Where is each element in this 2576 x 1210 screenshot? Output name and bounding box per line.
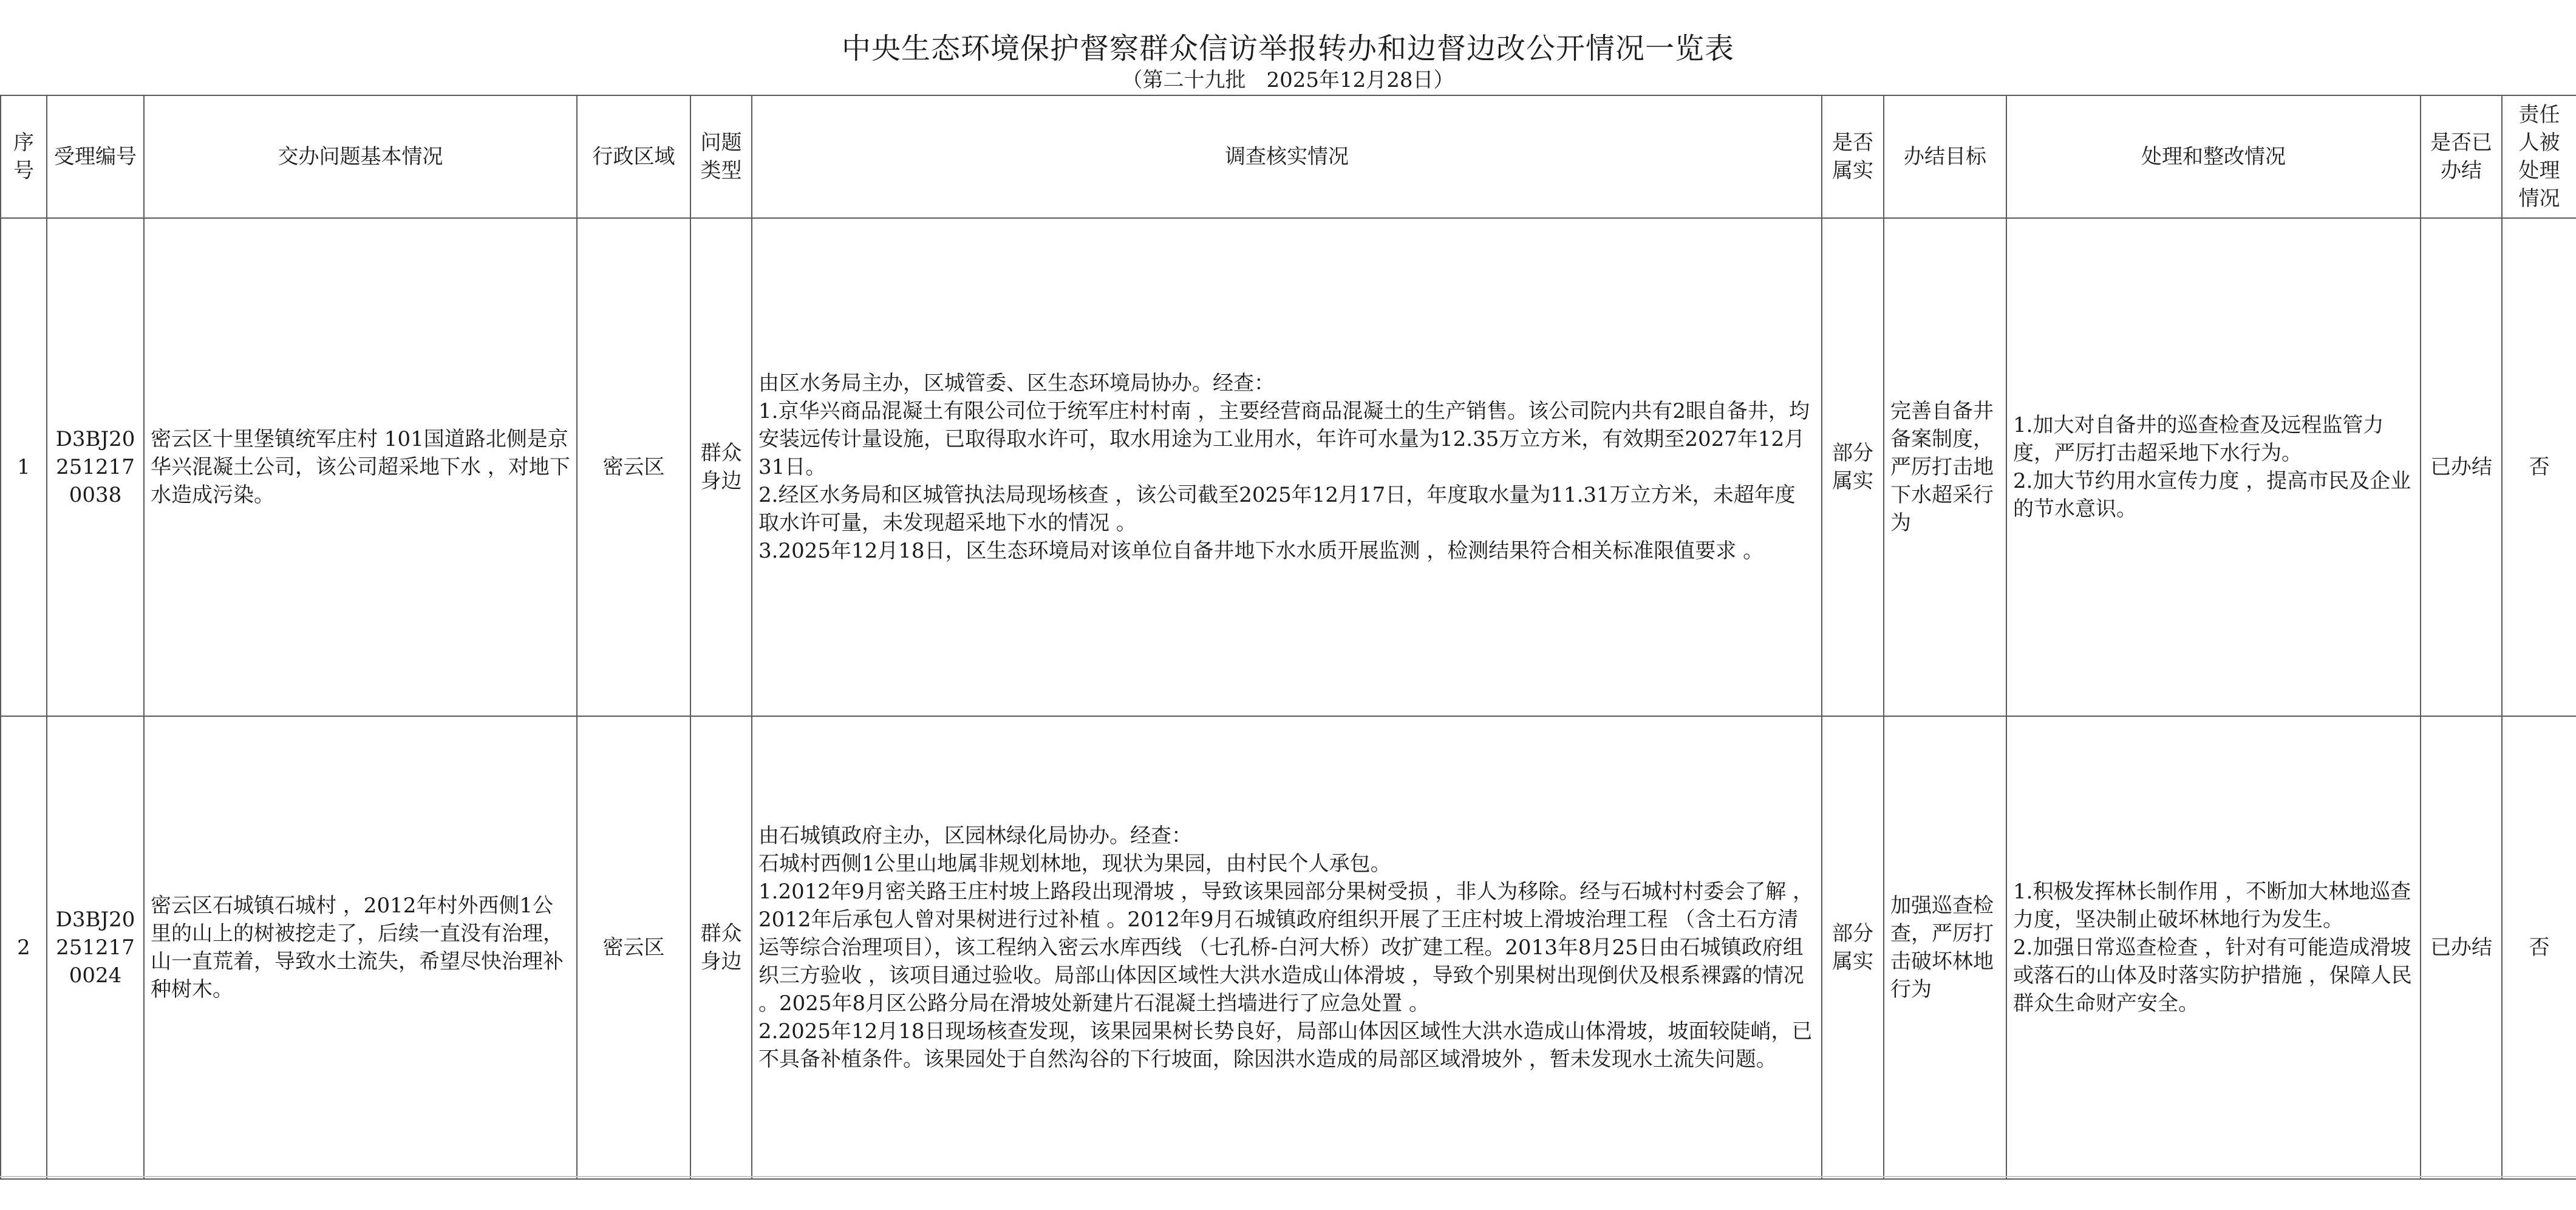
table-row [1,218,2576,716]
cell-investigation [752,716,1822,1179]
investigation-line: 1.京华兴商品混凝土有限公司位于统军庄村村南 ，主要经营商品混凝土的生产销售。该公司院内共有2眼自备井，均安装远传计量设施，已取得取水许可，取水用途为工业用水，年许可水量为12.35万立方米，有效期至2027年12月31日。 [758,399,1810,479]
cell-issue-type: 群众身边 [690,716,752,1179]
cell-investigation [752,218,1822,716]
cell-goal: 加强巡查检查，严厉打击破坏林地行为 [1884,716,2006,1179]
investigation-line: 石城村西侧1公里山地属非规划林地，现状为果园，由村民个人承包。 [758,852,1391,876]
cell-issue: 密云区石城镇石城村 ，2012年村外西侧1公里的山上的树被挖走了，后续一直没有治理，山一直荒着，导致水土流失，希望尽快治理补种树木。 [144,716,577,1179]
handling-line: 2.加强日常巡查检查 ，针对有可能造成滑坡或落石的山体及时落实防护措施 ，保障人民群众生命财产安全。 [2013,935,2412,1016]
investigation-line: 2.经区水务局和区城管执法局现场核查 ，该公司截至2025年12月17日，年度取水量为11.31万立方米，未超年度取水许可量，未发现超采地下水的情况 。 [758,483,1796,535]
cell-seq: 1 [1,218,47,716]
cell-district: 密云区 [577,218,690,716]
cell-issue: 密云区十里堡镇统军庄村 101国道路北侧是京华兴混凝土公司，该公司超采地下水 ，对地下水造成污染。 [144,218,577,716]
handling-line: 2.加大节约用水宣传力度 ，提高市民及企业的节水意识。 [2013,469,2411,521]
investigation-line: 由区水务局主办，区城管委、区生态环境局协办。经查： [758,371,1275,395]
header-issue-type: 问题类型 [690,95,752,218]
handling-line: 1.积极发挥林长制作用 ，不断加大林地巡查力度，坚决制止破坏林地行为发生。 [2013,880,2411,932]
table-header-row [1,95,2576,218]
cell-completed: 已办结 [2421,716,2502,1179]
investigation-line: 2.2025年12月18日现场核查发现，该果园果树长势良好，局部山体因区域性大洪水造成山体滑坡，坡面较陡峭，已不具备补植条件。该果园处于自然沟谷的下行坡面，除因洪水造成的局部区域滑坡外 ，暂未发现水土流失问题。 [758,1019,1813,1072]
cell-verified: 部分属实 [1822,218,1884,716]
cell-handling [2006,716,2421,1179]
header-receipt-no: 受理编号 [47,95,144,218]
cell-goal: 完善自备井备案制度，严厉打击地下水超采行为 [1884,218,2006,716]
header-seq: 序号 [1,95,47,218]
investigation-line: 1.2012年9月密关路王庄村坡上路段出现滑坡 ，导致该果园部分果树受损 ，非人为移除。经与石城村村委会了解 ，2012年后承包人曾对果树进行过补植 。2012年9月石城镇政府组织开展了王庄村坡上滑坡治理工程 （含土石方清运等综合治理项目），该工程纳入密云水库西线 （七孔桥-白河大桥）改扩建工程。2013年8月25日由石城镇政府组织三方验收 ，该项目通过验收。局部山体因区域性大洪水造成山体滑坡 ，导致个别果树出现倒伏及根系裸露的情况 。2025年8月区公路分局在滑坡处新建片石混凝土挡墙进行了应急处置 。 [758,880,1814,1016]
header-completed: 是否已办结 [2421,95,2502,218]
cell-handling [2006,218,2421,716]
investigation-line: 3.2025年12月18日，区生态环境局对该单位自备井地下水水质开展监测 ，检测结果符合相关标准限值要求 。 [758,539,1764,563]
cell-seq: 2 [1,716,47,1179]
bottom-divider [0,1176,2576,1177]
header-handling: 处理和整改情况 [2006,95,2421,218]
document-subtitle: （第二十九批 2025年12月28日） [1122,68,1454,92]
investigation-line: 由石城镇政府主办，区园林绿化局协办。经查： [758,824,1192,848]
header-verified: 是否属实 [1822,95,1884,218]
cell-verified: 部分属实 [1822,716,1884,1179]
cell-receipt-no: D3BJ202512170024 [47,716,144,1179]
cell-accountability: 否 [2502,716,2576,1179]
header-district: 行政区域 [577,95,690,218]
cell-completed: 已办结 [2421,218,2502,716]
cell-issue-type: 群众身边 [690,218,752,716]
public-disclosure-table [0,95,2576,1180]
header-goal: 办结目标 [1884,95,2006,218]
header-investigation: 调查核实情况 [752,95,1822,218]
cell-receipt-no: D3BJ202512170038 [47,218,144,716]
table-row [1,716,2576,1179]
header-accountability: 责任人被处理情况 [2502,95,2576,218]
header-issue: 交办问题基本情况 [144,95,577,218]
handling-line: 1.加大对自备井的巡查检查及远程监管力度，严厉打击超采地下水行为。 [2013,413,2384,465]
cell-district: 密云区 [577,716,690,1179]
document-title: 中央生态环境保护督察群众信访举报转办和边督边改公开情况一览表 [841,32,1734,66]
cell-accountability: 否 [2502,218,2576,716]
